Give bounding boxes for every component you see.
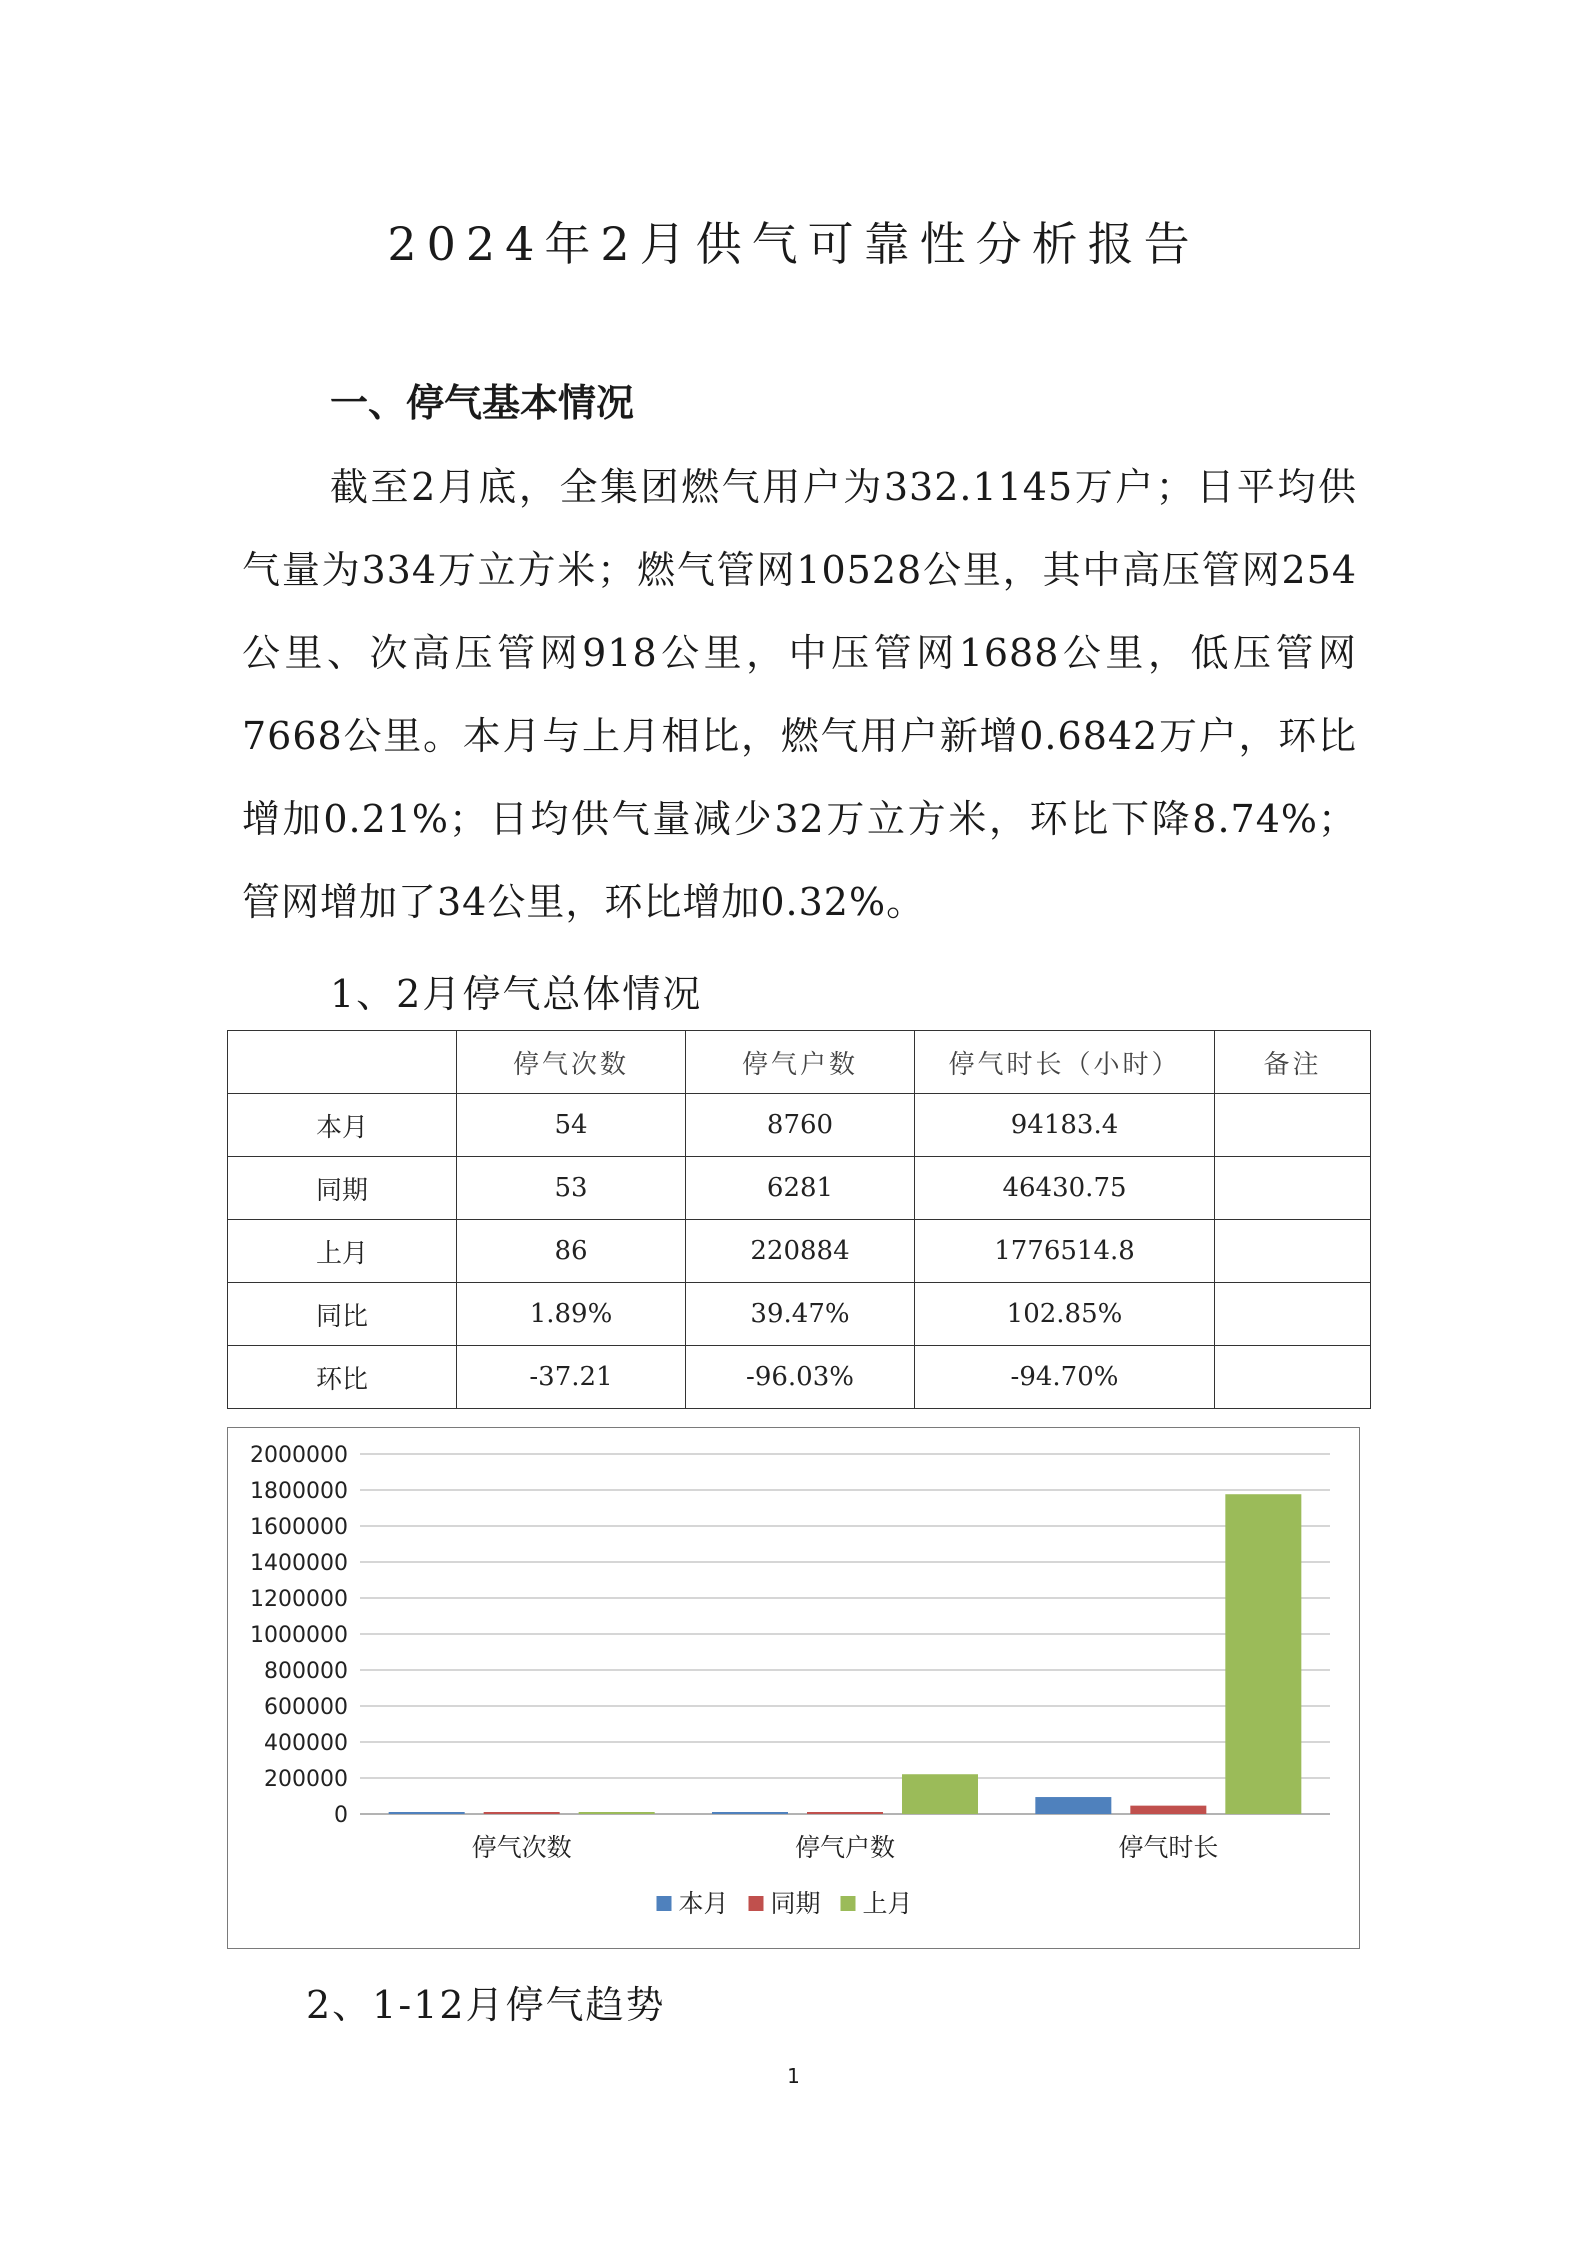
table-cell: 8760 (686, 1094, 915, 1157)
table-row (228, 1283, 1371, 1346)
table-cell: 环比 (228, 1346, 457, 1409)
y-tick-label: 1200000 (250, 1587, 348, 1612)
table-header-cell: 停气时长（小时） (915, 1031, 1215, 1094)
table-header-cell: 停气次数 (457, 1031, 686, 1094)
y-tick-label: 2000000 (250, 1443, 348, 1468)
table-cell: 53 (457, 1157, 686, 1220)
bar-同期-停气时长 (1130, 1806, 1206, 1814)
y-tick-label: 800000 (264, 1659, 348, 1684)
body-paragraph: 截至2月底，全集团燃气用户为332.1145万户；日平均供气量为334万立方米；燃气管网10528公里，其中高压管网254公里、次高压管网918公里，中压管网1688公里，低压管网7668公里。本月与上月相比，燃气用户新增0.6842万户，环比增加0.21%；日均供气量减少32万立方米，环比下降8.74%；管网增加了34公里，环比增加0.32%。 (242, 465, 1357, 924)
table-header-cell: 停气户数 (686, 1031, 915, 1094)
y-tick-label: 1000000 (250, 1623, 348, 1648)
subheading-yearly-trend: 2、1-12月停气趋势 (306, 1983, 666, 2027)
legend-swatch (841, 1896, 856, 1911)
bar-同期-停气次数 (484, 1812, 560, 1814)
table-cell: 39.47% (686, 1283, 915, 1346)
table-cell (1215, 1283, 1371, 1346)
table-cell: 本月 (228, 1094, 457, 1157)
table-cell: 220884 (686, 1220, 915, 1283)
table-row (228, 1346, 1371, 1409)
page-number: 1 (787, 2064, 800, 2088)
bar-本月-停气时长 (1035, 1797, 1111, 1814)
table-cell: 1776514.8 (915, 1220, 1215, 1283)
chart-canvas (228, 1428, 1361, 1950)
table-cell: 86 (457, 1220, 686, 1283)
y-tick-label: 200000 (264, 1767, 348, 1792)
table-cell: 6281 (686, 1157, 915, 1220)
table-cell (1215, 1157, 1371, 1220)
legend-label: 同期 (770, 1889, 821, 1918)
table-cell: 上月 (228, 1220, 457, 1283)
table-cell: -37.21 (457, 1346, 686, 1409)
bar-上月-停气次数 (579, 1812, 655, 1814)
table-cell: 同比 (228, 1283, 457, 1346)
table-row (228, 1220, 1371, 1283)
x-category-label: 停气户数 (794, 1833, 896, 1862)
bar-上月-停气时长 (1225, 1494, 1301, 1814)
x-category-label: 停气时长 (1118, 1833, 1219, 1862)
document-title: 2024年2月供气可靠性分析报告 (387, 217, 1200, 271)
table-header-cell (228, 1031, 457, 1094)
table-cell (1215, 1346, 1371, 1409)
outage-summary-table (227, 1030, 1371, 1409)
legend-label: 本月 (678, 1889, 729, 1918)
section-heading: 一、停气基本情况 (330, 381, 635, 425)
bar-同期-停气户数 (807, 1812, 883, 1814)
table-header-row (228, 1031, 1371, 1094)
y-tick-label: 0 (334, 1803, 348, 1828)
table-header-cell: 备注 (1215, 1031, 1371, 1094)
bar-本月-停气次数 (389, 1812, 465, 1814)
x-category-label: 停气次数 (471, 1833, 572, 1862)
subheading-monthly-summary: 1、2月停气总体情况 (330, 972, 703, 1016)
legend-swatch (749, 1896, 764, 1911)
table-cell: -96.03% (686, 1346, 915, 1409)
table-cell: 102.85% (915, 1283, 1215, 1346)
table-cell: 1.89% (457, 1283, 686, 1346)
table-row (228, 1157, 1371, 1220)
table-cell: 46430.75 (915, 1157, 1215, 1220)
y-tick-label: 400000 (264, 1731, 348, 1756)
bar-本月-停气户数 (712, 1812, 788, 1814)
table-cell: 54 (457, 1094, 686, 1157)
table-cell: 94183.4 (915, 1094, 1215, 1157)
legend-label: 上月 (862, 1889, 913, 1918)
bar-上月-停气户数 (902, 1774, 978, 1814)
legend-swatch (657, 1896, 672, 1911)
table-cell: -94.70% (915, 1346, 1215, 1409)
y-tick-label: 600000 (264, 1695, 348, 1720)
outage-bar-chart (227, 1427, 1360, 1949)
table-cell (1215, 1220, 1371, 1283)
table-row (228, 1094, 1371, 1157)
y-tick-label: 1800000 (250, 1479, 348, 1504)
y-tick-label: 1400000 (250, 1551, 348, 1576)
table-cell: 同期 (228, 1157, 457, 1220)
y-tick-label: 1600000 (250, 1515, 348, 1540)
table-cell (1215, 1094, 1371, 1157)
